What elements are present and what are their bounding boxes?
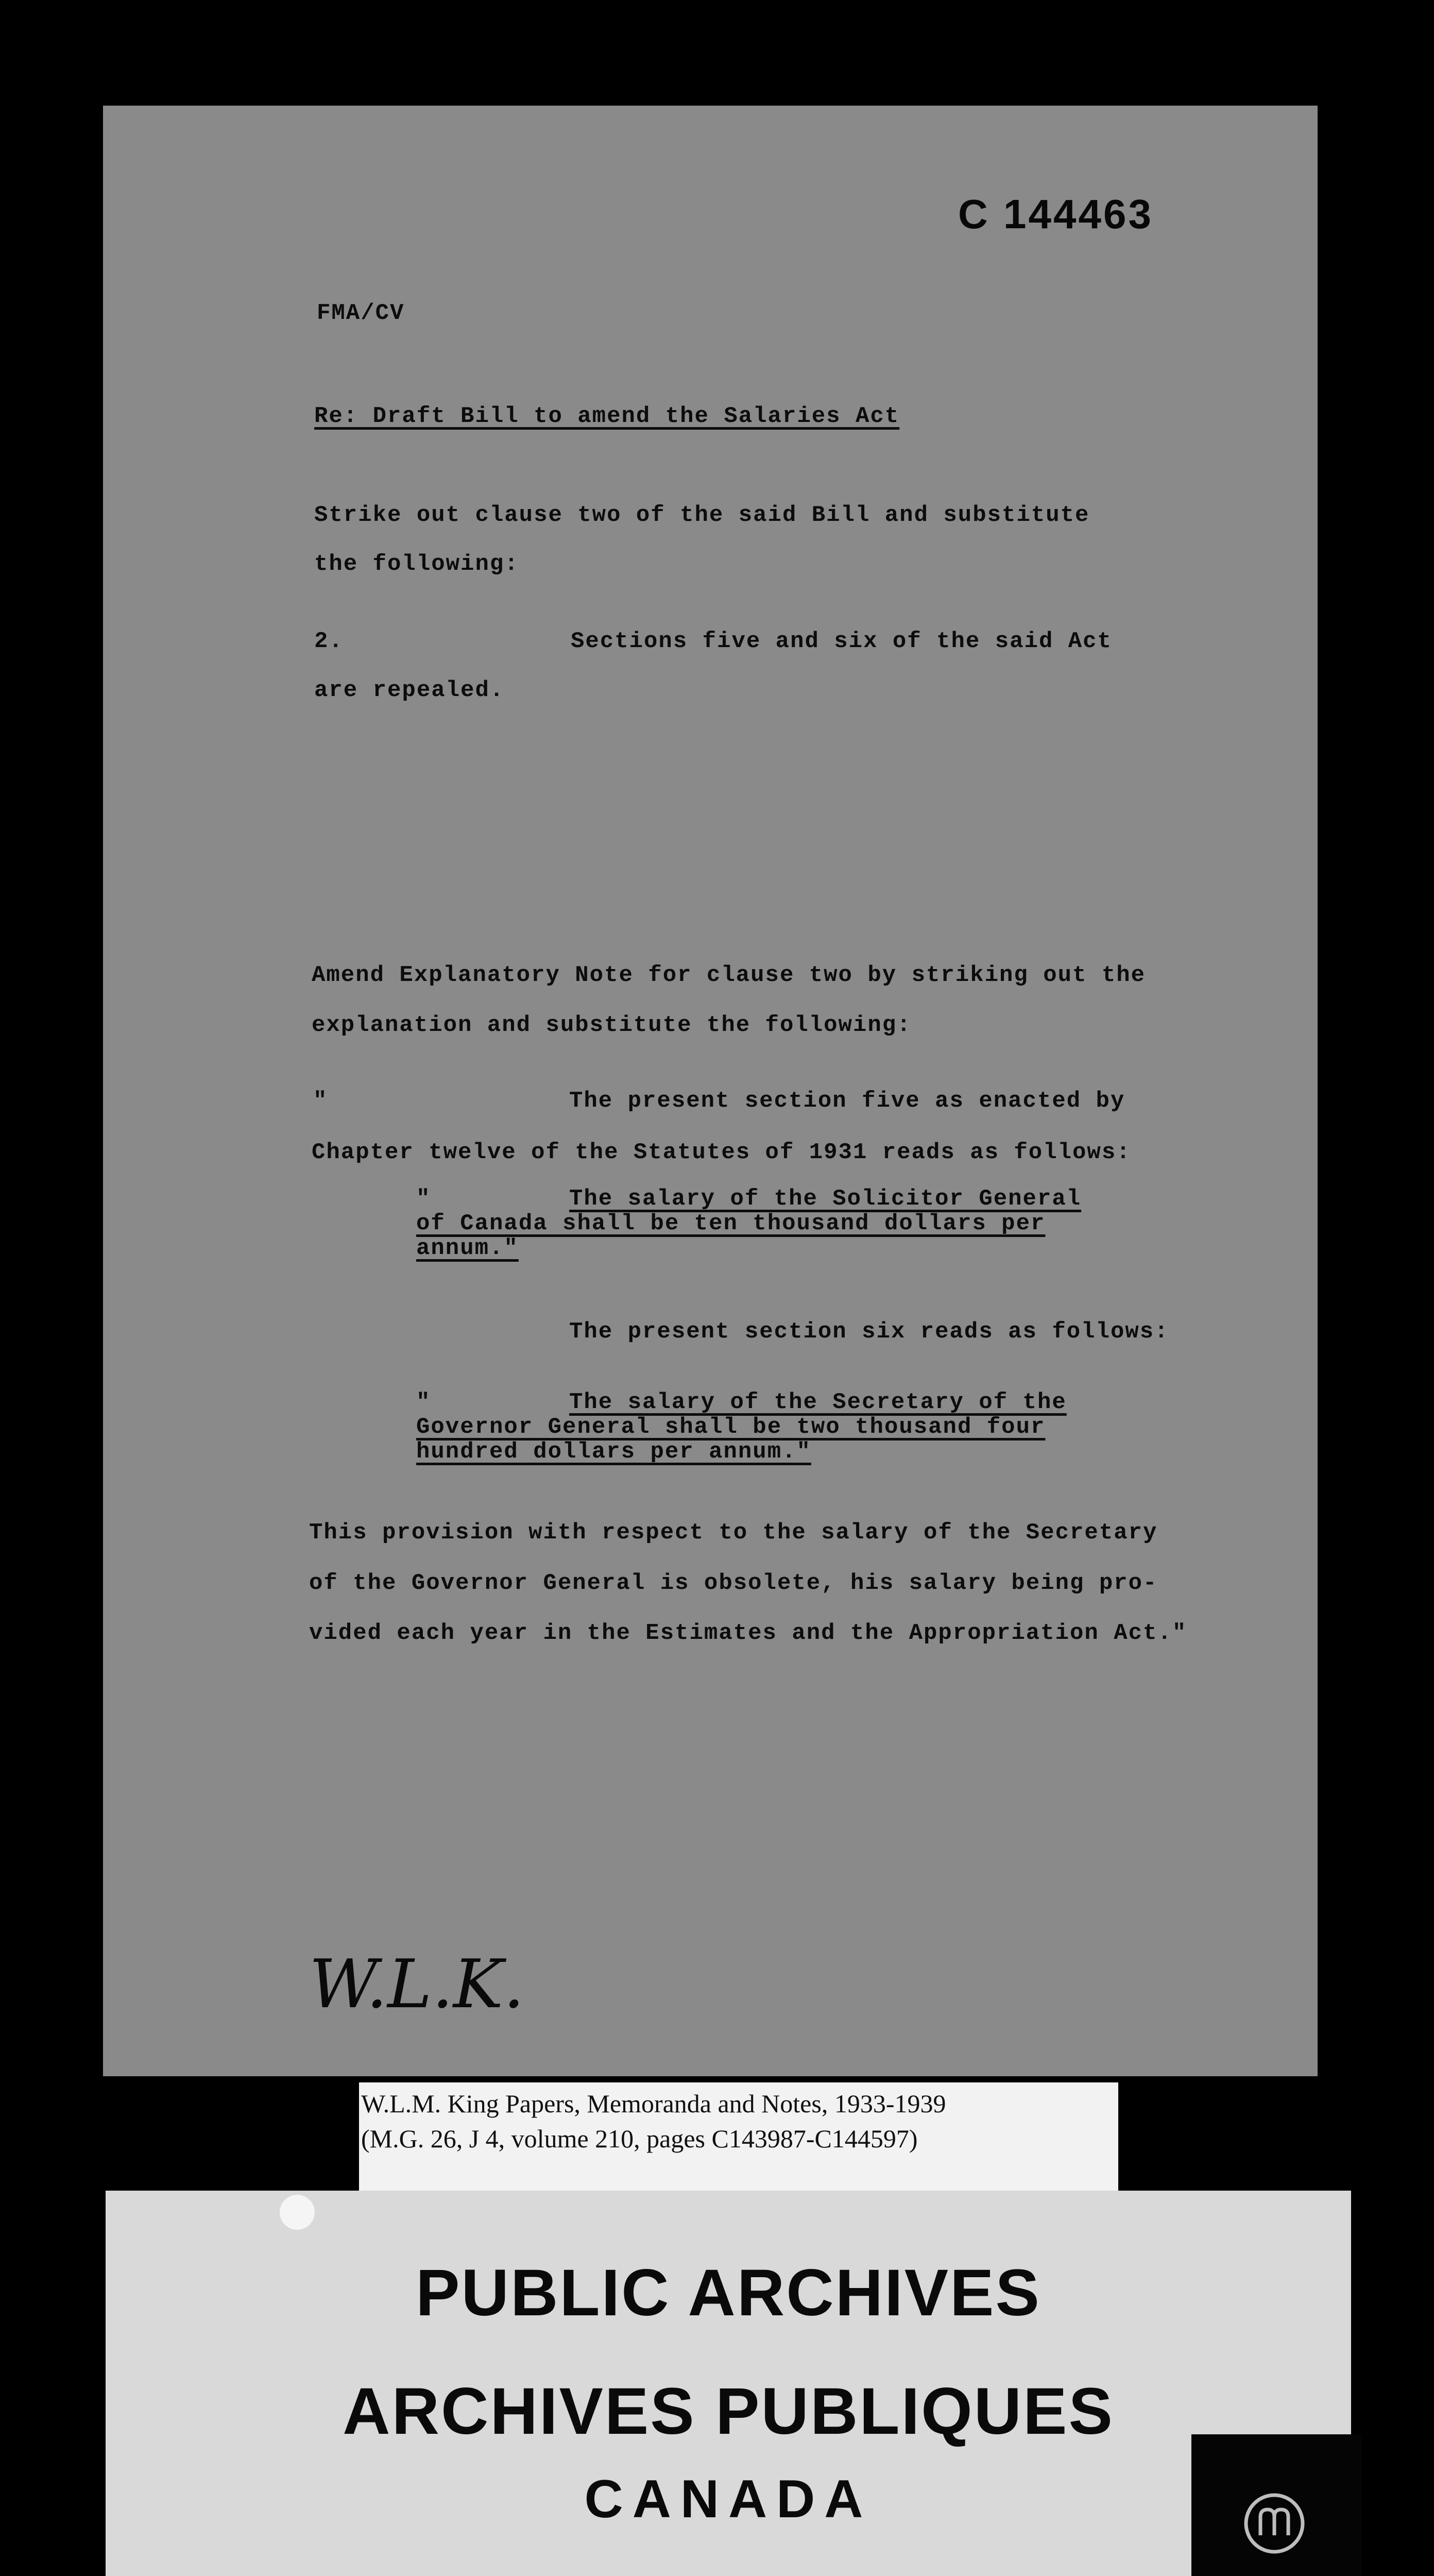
clause-text-line-1: Sections five and six of the said Act	[571, 629, 1112, 654]
section-six-text-line-1: The salary of the Secretary of the	[569, 1389, 1067, 1415]
strike-instruction-line-2: the following:	[314, 551, 519, 577]
archives-card	[106, 2191, 1351, 2576]
section-six-text-line-3: hundred dollars per annum."	[416, 1439, 811, 1465]
public-archives-logo-icon	[1241, 2490, 1308, 2557]
section-six-intro: The present section six reads as follows:	[569, 1319, 1169, 1345]
quote-open-mark: "	[313, 1088, 328, 1114]
source-label	[359, 2082, 1118, 2191]
clause-number: 2.	[314, 629, 344, 654]
stamp-number: C 144463	[958, 191, 1153, 237]
archives-card-line-1: PUBLIC ARCHIVES	[416, 2256, 1041, 2330]
strike-instruction-line-1: Strike out clause two of the said Bill and substitute	[314, 502, 1090, 528]
section-five-text-line-2: of Canada shall be ten thousand dollars per	[416, 1211, 1046, 1236]
explanatory-note-line-1: Amend Explanatory Note for clause two by striking out the	[312, 962, 1146, 988]
source-label-line-2: (M.G. 26, J 4, volume 210, pages C143987-C144597)	[361, 2124, 918, 2153]
archives-card-line-2: ARCHIVES PUBLIQUES	[343, 2375, 1114, 2448]
section-six-quote-mark: "	[416, 1389, 431, 1415]
section-five-intro-line-2: Chapter twelve of the Statutes of 1931 reads as follows:	[312, 1140, 1131, 1165]
clause-text-line-2: are repealed.	[314, 677, 505, 703]
archives-card-line-3: CANADA	[584, 2469, 873, 2529]
explanatory-note-line-2: explanation and substitute the following:	[312, 1012, 912, 1038]
section-five-intro-line-1: The present section five as enacted by	[569, 1088, 1125, 1114]
document-page	[103, 106, 1318, 2076]
subject-line: Re: Draft Bill to amend the Salaries Act	[314, 403, 900, 429]
closing-line-1: This provision with respect to the salary of the Secretary	[309, 1520, 1158, 1546]
reference-line: FMA/CV	[317, 300, 405, 326]
logo-block	[1191, 2434, 1361, 2576]
source-label-line-1: W.L.M. King Papers, Memoranda and Notes, 1933-1939	[361, 2089, 946, 2118]
section-five-text-line-1: The salary of the Solicitor General	[569, 1186, 1082, 1212]
handwritten-initials: W.L.K.	[309, 1945, 525, 2023]
card-hole	[280, 2195, 315, 2230]
section-five-quote-mark: "	[416, 1186, 431, 1212]
section-six-text-line-2: Governor General shall be two thousand four	[416, 1414, 1046, 1440]
closing-line-2: of the Governor General is obsolete, his salary being pro-	[309, 1570, 1158, 1596]
section-five-text-line-3: annum."	[416, 1235, 519, 1261]
closing-line-3: vided each year in the Estimates and the Appropriation Act."	[309, 1620, 1187, 1646]
